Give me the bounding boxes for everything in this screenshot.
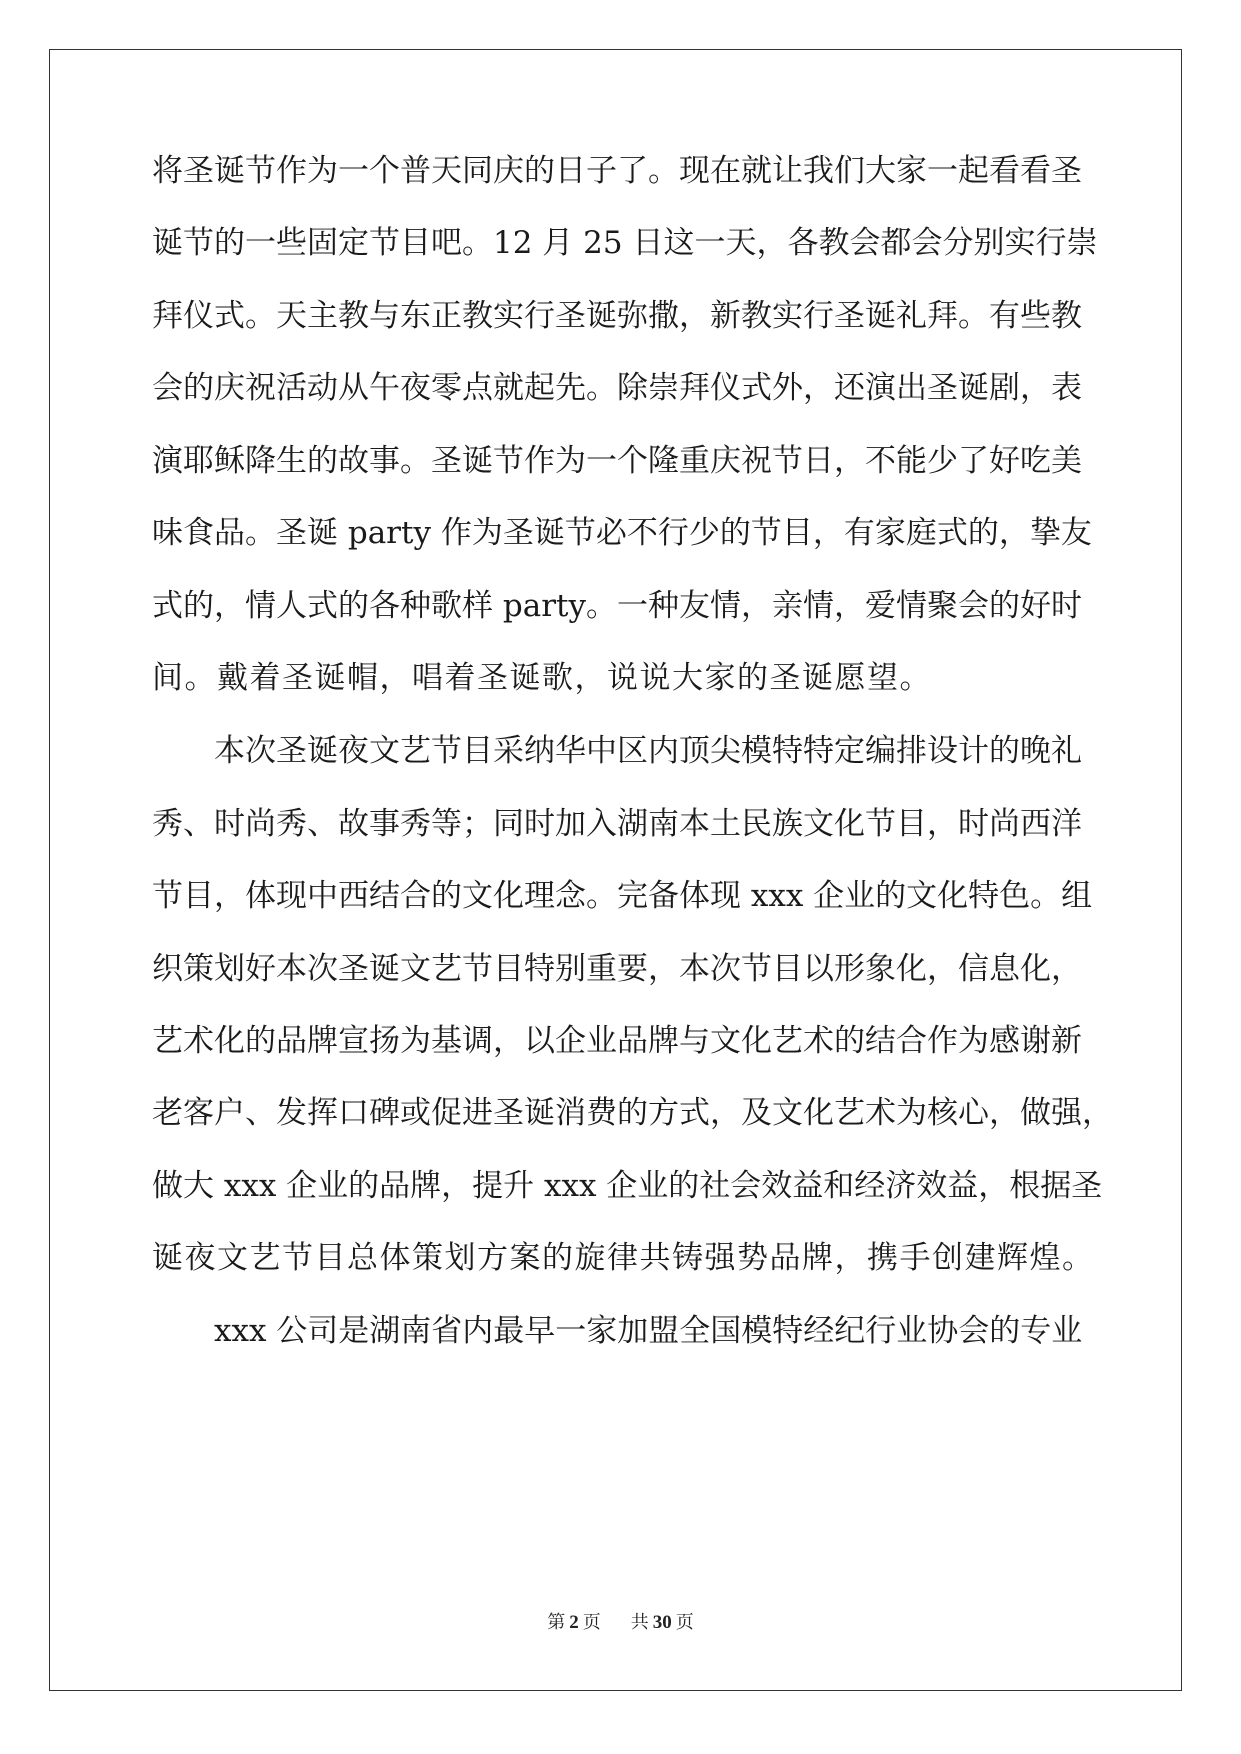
text-line: 式的，情人式的各种歌样 party。一种友情，亲情，爱情聚会的好时 xyxy=(152,588,1082,624)
text-line: 秀、时尚秀、故事秀等；同时加入湖南本土民族文化节目，时尚西洋 xyxy=(152,806,1082,842)
text-line: 本次圣诞夜文艺节目采纳华中区内顶尖模特特定编排设计的晚礼 xyxy=(214,733,1082,769)
text-line: 味食品。圣诞 party 作为圣诞节必不行少的节目，有家庭式的，挚友 xyxy=(152,515,1092,551)
footer-total-prefix: 共 xyxy=(630,1612,649,1633)
text-line: xxx 公司是湖南省内最早一家加盟全国模特经纪行业协会的专业 xyxy=(214,1313,1083,1349)
text-line: 艺术化的品牌宣扬为基调，以企业品牌与文化艺术的结合作为感谢新 xyxy=(152,1023,1082,1059)
text-line: 做大 xxx 企业的品牌，提升 xxx 企业的社会效益和经济效益，根据圣 xyxy=(152,1168,1103,1204)
text-line: 节目，体现中西结合的文化理念。完备体现 xxx 企业的文化特色。组 xyxy=(152,878,1093,914)
text-line: 演耶稣降生的故事。圣诞节作为一个隆重庆祝节日，不能少了好吃美 xyxy=(152,443,1082,479)
total-page-count: 30 xyxy=(652,1612,672,1633)
page-footer xyxy=(0,1608,1241,1634)
text-line: 拜仪式。天主教与东正教实行圣诞弥撒，新教实行圣诞礼拜。有些教 xyxy=(152,298,1082,334)
current-page-number: 2 xyxy=(569,1612,579,1633)
footer-total-suffix: 页 xyxy=(675,1612,694,1633)
text-line: 诞节的一些固定节目吧。12 月 25 日这一天，各教会都会分别实行崇 xyxy=(152,225,1098,261)
text-line: 织策划好本次圣诞文艺节目特别重要，本次节目以形象化，信息化， xyxy=(152,951,1082,987)
text-line: 老客户、发挥口碑或促进圣诞消费的方式，及文化艺术为核心，做强， xyxy=(152,1095,1113,1131)
text-line: 会的庆祝活动从午夜零点就起先。除崇拜仪式外，还演出圣诞剧，表 xyxy=(152,370,1082,406)
text-line: 间。戴着圣诞帽，唱着圣诞歌，说说大家的圣诞愿望。 xyxy=(152,660,932,696)
text-line: 将圣诞节作为一个普天同庆的日子了。现在就让我们大家一起看看圣 xyxy=(152,153,1082,189)
footer-prefix: 第 xyxy=(547,1612,566,1633)
footer-page-suffix: 页 xyxy=(582,1612,601,1633)
text-line: 诞夜文艺节目总体策划方案的旋律共铸强势品牌，携手创建辉煌。 xyxy=(152,1240,1095,1276)
